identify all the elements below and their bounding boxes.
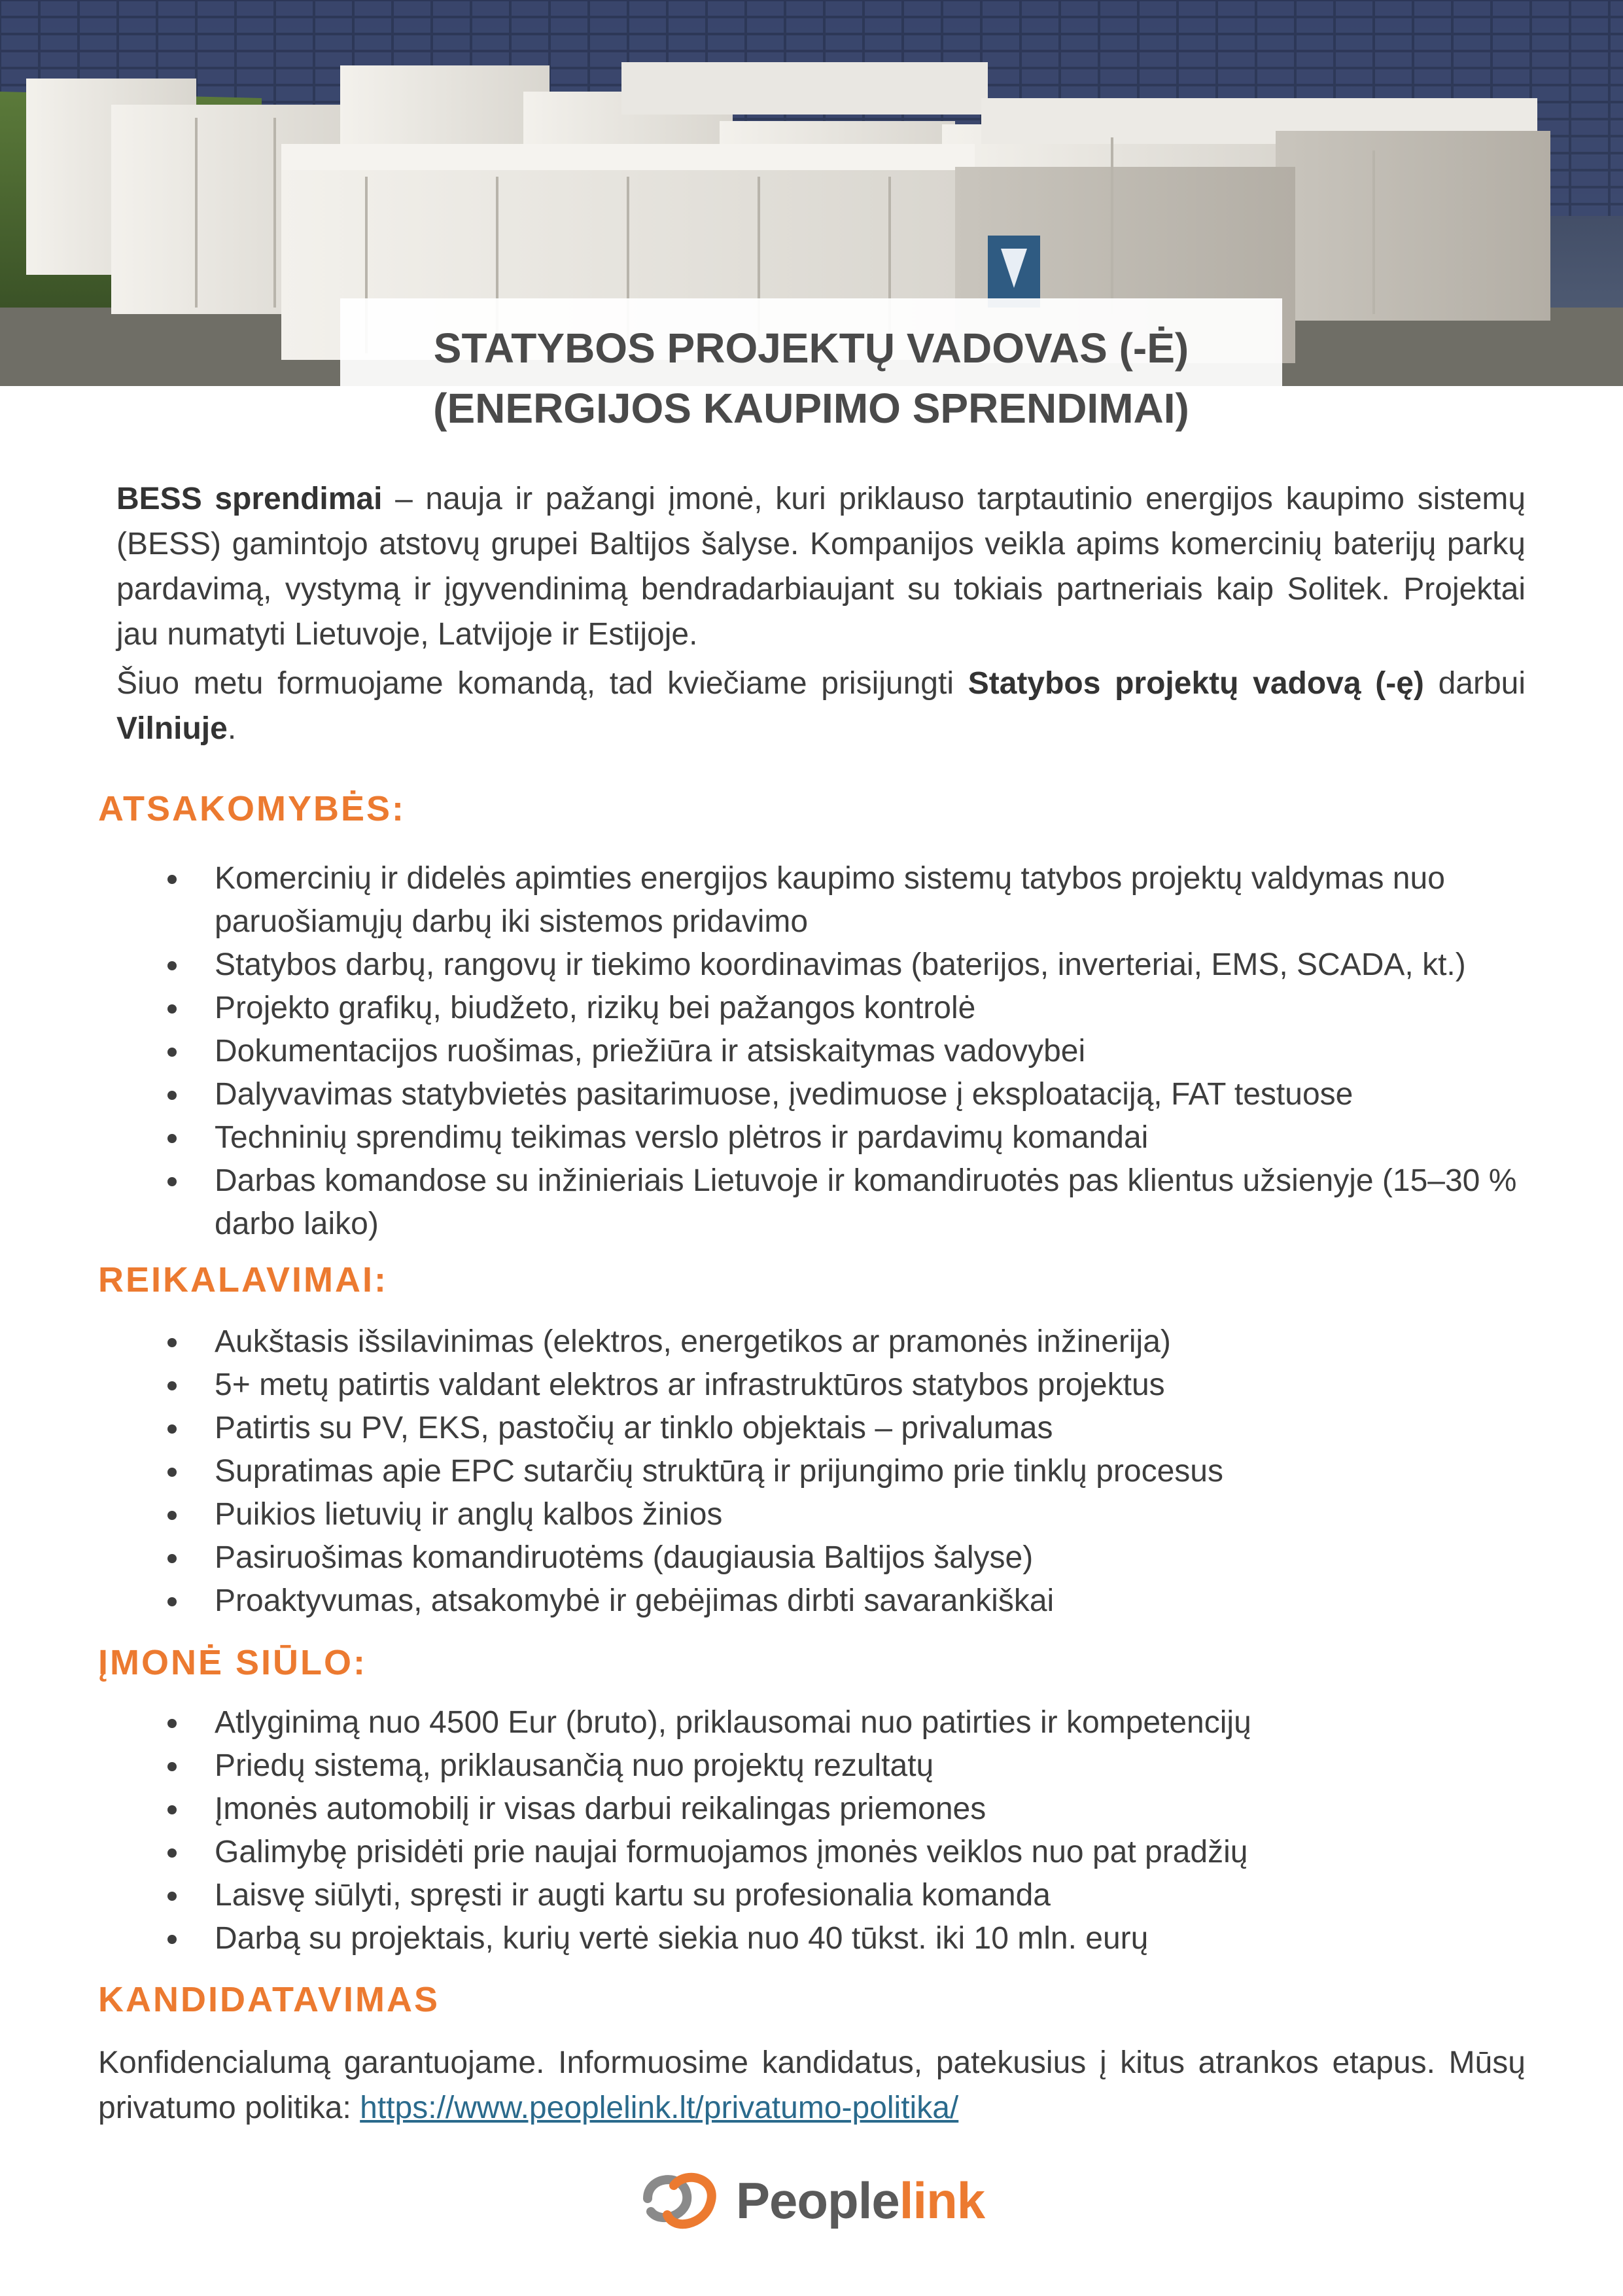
list-item: Laisvę siūlyti, spręsti ir augti kartu su profesionalia komanda bbox=[98, 1874, 1531, 1917]
list-item: 5+ metų patirtis valdant elektros ar infrastruktūros statybos projektus bbox=[98, 1364, 1531, 1407]
responsibilities-heading: ATSAKOMYBĖS: bbox=[98, 789, 406, 828]
bullet-icon bbox=[167, 1597, 177, 1606]
job-title-line2: (ENERGIJOS KAUPIMO SPRENDIMAI) bbox=[433, 385, 1189, 432]
bullet-icon bbox=[167, 1424, 177, 1434]
invite-text-3: . bbox=[227, 711, 237, 746]
bullet-icon bbox=[167, 1719, 177, 1728]
list-item: Statybos darbų, rangovų ir tiekimo koordinavimas (baterijos, inverteriai, EMS, SCADA, kt.) bbox=[98, 944, 1531, 987]
application-text: Konfidencialumą garantuojame. Informuosime kandidatus, patekusius į kitus atrankos etapus. Mūsų privatumo politika: bbox=[98, 2045, 1526, 2125]
list-item: Komercinių ir didelės apimties energijos kaupimo sistemų tatybos projektų valdymas nuo paruošiamųjų darbų iki sistemos pridavimo bbox=[98, 857, 1531, 944]
bullet-icon bbox=[167, 1134, 177, 1143]
bullet-icon bbox=[167, 1848, 177, 1858]
requirements-list bbox=[98, 1320, 1531, 1623]
list-item: Projekto grafikų, biudžeto, rizikų bei pažangos kontrolė bbox=[98, 987, 1531, 1030]
list-item: Priedų sistemą, priklausančią nuo projektų rezultatų bbox=[98, 1744, 1531, 1788]
job-title bbox=[340, 318, 1282, 438]
bullet-icon bbox=[167, 1048, 177, 1057]
bullet-icon bbox=[167, 875, 177, 884]
bullet-icon bbox=[167, 1177, 177, 1186]
bullet-icon bbox=[167, 1762, 177, 1771]
logo-text: Peoplelink bbox=[736, 2172, 985, 2229]
bullet-icon bbox=[167, 1091, 177, 1100]
invite-paragraph bbox=[116, 661, 1526, 751]
list-item: Dalyvavimas statybvietės pasitarimuose, įvedimuose į eksploataciją, FAT testuose bbox=[98, 1073, 1531, 1116]
application-paragraph bbox=[98, 2040, 1526, 2130]
list-item: Darbą su projektais, kurių vertė siekia nuo 40 tūkst. iki 10 mln. eurų bbox=[98, 1917, 1531, 1960]
peoplelink-logo-icon bbox=[621, 2159, 726, 2238]
list-item: Atlyginimą nuo 4500 Eur (bruto), priklausomai nuo patirties ir kompetencijų bbox=[98, 1701, 1531, 1744]
list-item: Puikios lietuvių ir anglų kalbos žinios bbox=[98, 1493, 1531, 1536]
list-item: Techninių sprendimų teikimas verslo plėtros ir pardavimų komandai bbox=[98, 1116, 1531, 1159]
list-item: Dokumentacijos ruošimas, priežiūra ir atsiskaitymas vadovybei bbox=[98, 1030, 1531, 1073]
list-item: Proaktyvumas, atsakomybė ir gebėjimas dirbti savarankiškai bbox=[98, 1580, 1531, 1623]
job-title-line1: STATYBOS PROJEKTŲ VADOVAS (-Ė) bbox=[433, 325, 1189, 372]
intro-paragraph bbox=[116, 476, 1526, 657]
invite-role: Statybos projektų vadovą (-ę) bbox=[968, 666, 1424, 701]
privacy-policy-link[interactable]: https://www.peoplelink.lt/privatumo-politika/ bbox=[360, 2091, 959, 2125]
intro-text: – nauja ir pažangi įmonė, kuri priklauso tarptautinio energijos kaupimo sistemų (BESS) gamintojo atstovų grupei Baltijos šalyse. Kompanijos veikla apims komercinių baterijų parkų pardavimą, vystymą ir įgyvendinimą bendradarbiaujant su tokiais partneriais kaip Solitek. Projektai jau numatyti Lietuvoje, Latvijoje ir Estijoje. bbox=[116, 482, 1526, 652]
responsibilities-list bbox=[98, 857, 1531, 1246]
requirements-heading: REIKALAVIMAI: bbox=[98, 1260, 388, 1299]
list-item: Darbas komandose su inžinieriais Lietuvoje ir komandiruotės pas klientus užsienyje (15–30 % darbo laiko) bbox=[98, 1159, 1531, 1246]
list-item: Patirtis su PV, EKS, pastočių ar tinklo objektais – privalumas bbox=[98, 1407, 1531, 1450]
list-item: Supratimas apie EPC sutarčių struktūrą ir prijungimo prie tinklų procesus bbox=[98, 1450, 1531, 1493]
bullet-icon bbox=[167, 1892, 177, 1901]
bullet-icon bbox=[167, 1381, 177, 1390]
bullet-icon bbox=[167, 1468, 177, 1477]
invite-text-1: Šiuo metu formuojame komandą, tad kviečiame prisijungti bbox=[116, 666, 968, 701]
peoplelink-logo bbox=[621, 2159, 1014, 2238]
bullet-icon bbox=[167, 1338, 177, 1347]
company-name: BESS sprendimai bbox=[116, 482, 383, 516]
invite-text-2: darbui bbox=[1423, 666, 1526, 701]
offer-list bbox=[98, 1701, 1531, 1960]
invite-city: Vilniuje bbox=[116, 711, 228, 746]
list-item: Galimybę prisidėti prie naujai formuojamos įmonės veiklos nuo pat pradžių bbox=[98, 1831, 1531, 1874]
bullet-icon bbox=[167, 1004, 177, 1014]
list-item: Pasiruošimas komandiruotėms (daugiausia Baltijos šalyse) bbox=[98, 1536, 1531, 1580]
list-item: Aukštasis išsilavinimas (elektros, energetikos ar pramonės inžinerija) bbox=[98, 1320, 1531, 1364]
bullet-icon bbox=[167, 1805, 177, 1814]
application-heading: KANDIDATAVIMAS bbox=[98, 1980, 440, 2019]
offer-heading: ĮMONĖ SIŪLO: bbox=[98, 1643, 367, 1682]
bullet-icon bbox=[167, 1511, 177, 1520]
list-item: Įmonės automobilį ir visas darbui reikalingas priemones bbox=[98, 1788, 1531, 1831]
bullet-icon bbox=[167, 1935, 177, 1944]
bullet-icon bbox=[167, 961, 177, 970]
bullet-icon bbox=[167, 1554, 177, 1563]
